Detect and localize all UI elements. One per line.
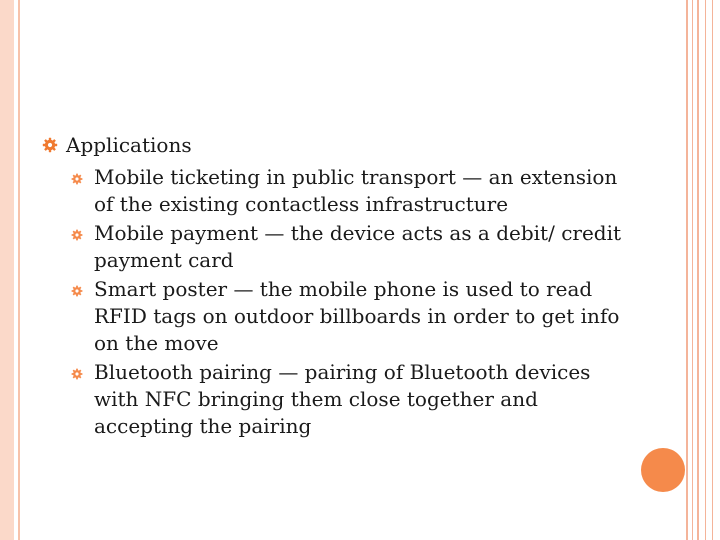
list-item-text: Mobile ticketing in public transport — an extension of the existing contactless infrastructure — [94, 165, 618, 216]
gear-icon — [42, 137, 58, 153]
slide-content — [42, 132, 632, 442]
right-decor-line — [712, 0, 713, 540]
list-item — [42, 164, 632, 218]
decor-circle — [641, 448, 685, 492]
left-decor-line — [18, 0, 20, 540]
gear-icon — [71, 368, 83, 380]
list-item-text: Bluetooth pairing — pairing of Bluetooth devices with NFC bringing them close together and accepting the pairing — [94, 360, 591, 438]
list-item — [42, 359, 632, 440]
heading-text: Applications — [66, 133, 192, 157]
list-item-text: Smart poster — the mobile phone is used to read RFID tags on outdoor billboards in order to get info on the move — [94, 277, 620, 355]
list-item — [42, 220, 632, 274]
left-decor-band — [0, 0, 14, 540]
gear-icon — [71, 229, 83, 241]
list-item-text: Mobile payment — the device acts as a debit/ credit payment card — [94, 221, 622, 272]
list-item — [42, 276, 632, 357]
heading-row — [42, 132, 632, 158]
gear-icon — [71, 173, 83, 185]
right-decor-line — [697, 0, 699, 540]
gear-icon — [71, 285, 83, 297]
right-decor-line — [686, 0, 688, 540]
applications-list — [42, 164, 632, 440]
right-decor-line — [705, 0, 706, 540]
right-decor-line — [692, 0, 693, 540]
